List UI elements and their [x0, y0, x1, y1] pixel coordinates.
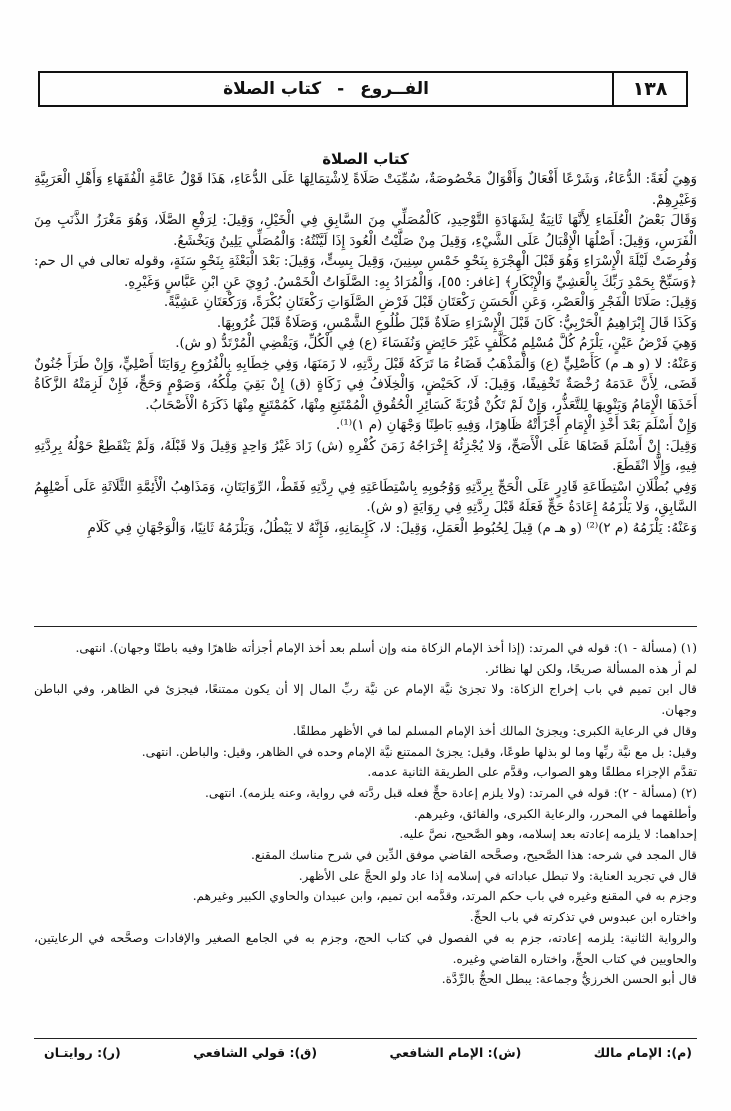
footnote-line: وقال في الرعاية الكبرى: ويجزئ المالك أخذ الإمام المسلم لما في الأظهر مطلقًا. — [292, 723, 697, 738]
footnote-line: قال أبو الحسن الخرزيُّ وجماعة: يبطل الحجُّ بالرِّدَّة. — [441, 972, 697, 987]
footnote-line: إحداهما: لا يلزمه إعادته بعد إسلامه، وهو الصَّحيح، نصَّ عليه. — [399, 827, 697, 842]
legend-divider — [34, 1038, 697, 1039]
paragraph: وَإِنْ أَسْلَمَ بَعْدَ أَخْذِ الْإِمَامِ أَجْزَأَتْهُ ظَاهِرًا، وَفِيهِ بَاطِنًا وَجْهَانِ (م ١)⁽¹⁾. — [335, 418, 697, 433]
footnote-divider — [34, 626, 697, 627]
footnote-line: (١) (مسألة - ١): قوله في المرتد: (إذا أخذ الإمام الزكاة منه وإن أسلم بعد أخذ الإمام أجزأته ظاهرًا وفيه باطنًا وجهان). انتهى. — [75, 641, 697, 655]
legend-shafii-two: (ق): قولي الشافعي — [193, 1045, 318, 1060]
footnote-line: قال في تجريد العناية: ولا تبطل عباداته في إسلامه إذا عاد ولو الحجَّ على الأظهر. — [298, 868, 697, 883]
legend-riwayat: (ر): روايتـان — [44, 1045, 121, 1060]
footnote-line: لم أر هذه المسألة صريحًا، ولكن لها نظائر. — [484, 661, 697, 676]
footnote-line: وأطلقهما في المحرر، والرعاية الكبرى، والفائق، وغيرهم. — [413, 806, 697, 821]
legend-malik: (م): الإمام مالك — [593, 1045, 692, 1060]
paragraph: وَعَنْهُ: يَلْزَمُهُ (م ٢)⁽²⁾ (و هـ م) قِيلَ لِحُبُوطِ الْعَمَلِ، وَقِيلَ: لا، كَإِيمَانِهِ، فَإِنَّهُ لا يَبْطُلُ، وَيَلْزَمُهُ ثَانِيًا، وَالْوَجْهَانِ فِي كَلَامِ — [87, 520, 697, 536]
header-separator: - — [337, 79, 345, 99]
running-head — [40, 79, 612, 99]
footnote-line: وجزم به في المقنع وغيره في باب حكم المرتد، وقدَّمه ابن تميم، وابن عبيدان والحاوي الكبير وغيرهم. — [192, 889, 697, 904]
paragraph: وَقَالَ بَعْضُ الْعُلَمَاءِ لِأَنَّهَا ثَانِيَةٌ لِشَهَادَةِ التَّوْحِيدِ، كَالْمُصَلِّي مِنَ السَّابِقِ فِي الْخَيْلِ، وَقِيلَ: لِرَفْعِ الصَّلَا، وَهُوَ مَغْرَزُ الذَّنَبِ مِنَ الْفَرَسِ، وَقِيلَ: أَصْلُهَا الْإِقْبَالُ عَلَى الشَّيْءِ، وَقِيلَ مِنْ صَلَّيْتُ الْعُودَ إِذَا لَيَّنْتُهُ: وَالْمُصَلِّي يَلِينُ وَيَخْشَعُ. — [34, 213, 697, 249]
paragraph: وَقِيلَ: إِنْ أَسْلَمَ قَضَاهَا عَلَى الْأَصَحِّ، وَلا يُجْزِئُهُ إِخْرَاجُهُ زَمَنَ كُفْرِهِ (ش) زَادَ غَيْرُ وَاحِدٍ وَقِيلَ وَلا قَبْلَهُ، وَلَمْ يَنْقَطِعْ حَوْلُهُ بِرِدَّتِهِ فِيهِ، وَإِلَّا انْقَطَعَ. — [34, 438, 697, 474]
legend-shafii: (ش): الإمام الشافعي — [389, 1045, 522, 1060]
footnote-line: قال المجد في شرحه: هذا الصَّحيح، وصحَّحه القاضي موفق الدِّين في شرح مناسك المقنع. — [251, 848, 697, 863]
paragraph: وَفُرِضَتْ لَيْلَةَ الْإِسْرَاءِ وَهُوَ قَبْلَ الْهِجْرَةِ بِنَحْوِ خَمْسِ سِنِينَ، وَقِيلَ بِسِتٍّ، وَقِيلَ: بَعْدَ الْبَعْثَةِ بِنَحْوِ سَنَةٍ، وقوله تعالى في ال حم: ﴿وَسَبِّحْ بِحَمْدِ رَبِّكَ بِالْعَشِيِّ وَالْإِبْكَارِ﴾ [غافر: ٥٥]، وَالْمُرَادُ بِهِ: الصَّلَوَاتُ الْخَمْسُ. رُوِيَ عَنِ ابْنِ عَبَّاسٍ وَغَيْرِهِ. — [34, 254, 697, 290]
footnotes — [34, 638, 697, 990]
footnote-line: قال ابن تميم في باب إخراج الزكاة: ولا تجزئ نيَّة الإمام عن نيَّة ربِّ المال إلا أن يكون ممتنعًا، فيجزئ في الظاهر، وفي الباطن وجهان. — [34, 682, 697, 718]
abbreviation-legend — [44, 1045, 692, 1060]
paragraph: وَفِي بُطْلَانِ اسْتِطَاعَةِ قَادِرٍ عَلَى الْحَجِّ بِرِدَّتِهِ وَوُجُوبِهِ بِاسْتِطَاعَتِهِ فِي رِدَّتِهِ فَقَطْ، الرِّوَايَتَانِ، وَمَذَاهِبُ الْأَئِمَّةِ الثَّلَاثَةِ عَلَى أَصْلِهِمُ السَّابِقِ، وَلا يَلْزَمُهُ إِعَادَةُ حَجٍّ فَعَلَهُ قَبْلَ رِدَّتِهِ فِي رِوَايَةٍ (و ش). — [34, 479, 697, 515]
footnote-line: وقيل: بل مع نيَّة ربِّها وما لو بذلها طوعًا، وقيل: يجزئ الممتنع نيَّة الإمام وحده في الظاهر، وقيل: والباطن. انتهى. — [141, 744, 697, 759]
paragraph: وَهِيَ فَرْضُ عَيْنٍ، يَلْزَمُ كُلَّ مُسْلِمٍ مُكَلَّفٍ غَيْرَ حَائِضٍ وَنُفَسَاءَ (ع) فِي الْكُلِّ، وَيَقْضِي الْمُرْتَدُّ (و ش). — [175, 336, 697, 351]
section-title: الفــروع — [360, 79, 429, 99]
paragraph: وَقِيلَ: صَلَاتَا الْفَجْرِ وَالْعَصْرِ، وَعَنِ الْحَسَنِ رَكْعَتَانِ قَبْلَ فَرْضِ الصَّلَوَاتِ رَكْعَتَانِ بُكْرَةً، وَرَكْعَتَانِ عَشِيَّةً. — [163, 295, 697, 310]
paragraph: وَعَنْهُ: لا (و هـ م) كَأَصْلِيٍّ (ع) وَالْمَذْهَبُ قَضَاءُ مَا تَرَكَهُ قَبْلَ رِدَّتِهِ، لا زَمَنَهَا، وَفِي خِطَابِهِ بِالْفُرُوعِ رِوَايَتَا أَصْلِيٍّ، وَإِنْ طَرَأَ جُنُونٌ قَضَى، لِأَنَّ عَدَمَهُ رُخْصَةٌ تَخْفِيفًا، وَقِيلَ: لَا، كَحَيْضٍ، وَالْخِلَافُ فِي زَكَاةٍ (ق) إِنْ بَقِيَ مِلْكُهُ، وَصَوْمٍ وَحَجٍّ، فَإِنْ لَزِمَتْهُ الزَّكَاةُ أَخَذَهَا الْإِمَامُ وَيَنْوِيهَا لِلتَّعَذُّرِ، وَإِنْ لَمْ تَكُنْ قُرْبَةً كَسَائِرِ الْحُقُوقِ الْمُمْتَنِعِ مِنْهَا، كَمُمْتَنِعٍ مِنْهَا ذَكَرَهُ الْأَصْحَابُ. — [34, 356, 697, 413]
chapter-title: كتاب الصلاة — [322, 150, 409, 168]
footnote-line: (٢) (مسألة - ٢): قوله في المرتد: (ولا يلزم إعادة حجٍّ فعله قبل ردَّته في رواية، وعنه يلزمه). انتهى. — [204, 785, 697, 800]
book-title: كتاب الصلاة — [223, 79, 322, 99]
footnote-line: واختاره ابن عبدوس في تذكرته في باب الحجِّ. — [469, 910, 697, 925]
paragraph: وَكَذَا قَالَ إِبْرَاهِيمُ الْحَرْبِيُّ: كَانَ قَبْلَ الْإِسْرَاءِ صَلَاةٌ قَبْلَ طُلُوعِ الشَّمْسِ، وَصَلَاةٌ قَبْلَ غُرُوبِهَا. — [216, 315, 697, 331]
page-number: ١٣٨ — [612, 73, 686, 105]
footnote-line: والرواية الثانية: يلزمه إعادته، جزم به في الفصول في كتاب الحج، وجزم به في الجامع الصغير والإفادات وصحَّحه في الرعايتين، والحاويين في كتاب الحجِّ، واختاره القاضي وغيره. — [34, 930, 697, 966]
page-header — [38, 71, 688, 107]
paragraph: وَهِيَ لُغَةً: الدُّعَاءُ، وَشَرْعًا أَفْعَالٌ وَأَقْوَالٌ مَخْصُوصَةٌ، سُمِّيَتْ صَلَاةً لِاشْتِمَالِهَا عَلَى الدُّعَاءِ، هَذَا قَوْلُ عَامَّةِ الْفُقَهَاءِ وَأَهْلِ الْعَرَبِيَّةِ وَغَيْرِهِمْ. — [34, 172, 697, 208]
footnote-line: تقدَّم الإجزاء مطلقًا وهو الصواب، وقدَّم على الطريقة الثانية عدمه. — [367, 765, 697, 780]
main-text — [34, 150, 697, 539]
